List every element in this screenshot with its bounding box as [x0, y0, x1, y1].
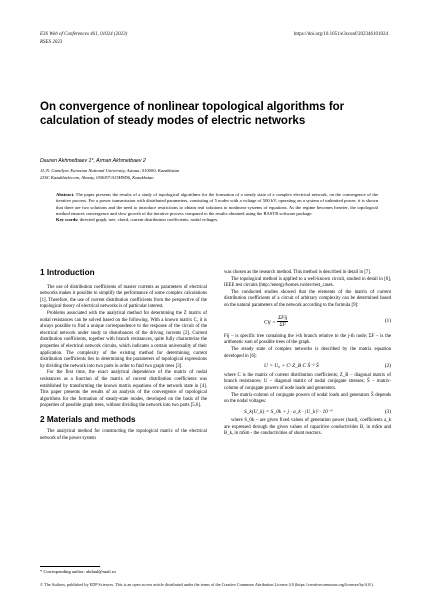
method-paragraph-2: The topological method is applied to a well-known circuit, studied in detail in [8], IEEE test circuits (http://energy/homes.ru/dev/test_cases.	[224, 276, 391, 289]
doi-link[interactable]: https://doi.org/10.1051/e3sconf/202346101024	[293, 32, 388, 37]
intro-paragraph-2: Problems associated with the analytical method for determining the Z matrix of nodal resistances can be solved based on the following. With a known matrix C, it is always possible to find a unique correspondence to the response of the circuit of the electrical network under study to disturbances of the driving currents [2]. Current distribution coefficients, together with branch resistances, quite fully characterize the properties of electrical network circuits, which indicates a certain universality of their application. The complexity of the existing method for determining current distribution coefficients lies in determining the parameters of topological expressions by dividing the network into two parts in order to find two graph trees [3].	[40, 310, 207, 369]
author-list: Dauren Akhmetbaev 1*, Arman Akhmetbaev 2	[40, 158, 146, 164]
corresponding-author-footnote: * Corresponding author: ahdaul@mail.ru	[40, 569, 116, 574]
eq3-number: (3)	[384, 408, 391, 415]
eq2-body: U = U₀ + Cᵗ Z_B C Ŝ⁻¹ Ŝ	[264, 363, 319, 370]
eq1-fraction	[277, 315, 289, 329]
eq1-denominator: ΣF	[279, 322, 286, 329]
intro-paragraph-1: The use of distribution coefficients of master currents as parameters of electrical networks makes it possible to simplify the performance of some complex calculations [1]. Therefore, the use of current distribution coefficients from the perspective of the topological theory of electrical networks is of particular interest.	[40, 284, 207, 310]
method-paragraph-7: The matrix-column of conjugate powers of nodal loads and generators Ŝ depends on the nodal voltages:	[224, 392, 391, 405]
paper-title: On convergence of nonlinear topological algorithms for calculation of steady modes of electric networks	[40, 101, 345, 127]
copyright-notice: © The Authors, published by EDP Sciences. This is an open access article distributed under the terms of the Creative Commons Attribution License 4.0 (https://creativecommons.org/licenses/by/4.0/).	[40, 582, 374, 587]
keywords-label: Key words:	[56, 217, 79, 223]
journal-header: E3S Web of Conferences 461, 01024 (2023)	[40, 32, 128, 37]
eq3-body: S_k(U_k) = S_0k + j · a_k · |U_k|² · 10⁻³	[244, 408, 333, 415]
left-column	[40, 270, 207, 443]
materials-paragraph-1: The analytical method for constructing the topological matrix of the electrical network of the power system	[40, 429, 207, 442]
right-column	[224, 270, 391, 438]
intro-heading: 1 Introduction	[40, 268, 95, 277]
abstract-text: The paper presents the results of a study of topological algorithms for the formation of a steady state of a complex electrical network, on the convergence of the iterative process. For a power transmission with distributed parameters, consisting of 5 nodes with a voltage of 500 kV, operating on a system of unlimited power, it is shown that there are two solutions and the need to introduce restrictions to obtain real solutions to nonlinear systems of equations. As the regime becomes heavier, the topological method ensures convergence and slow growth of the iterative process compared to the results obtained using the RASTR software package.	[56, 192, 379, 216]
materials-heading: 2 Materials and methods	[40, 414, 136, 424]
eq1-numerator: ΣFij	[277, 314, 288, 321]
abstract-label: Abstract.	[56, 192, 75, 197]
footnote-rule	[40, 566, 100, 567]
method-paragraph-5: The steady state of complex networks is described by the matrix equation developed in [6]:	[224, 346, 391, 359]
eq2-number: (2)	[384, 363, 391, 370]
equation-2	[224, 363, 391, 370]
method-paragraph-1: was chosen as the research method. This method is described in detail in [7].	[224, 270, 372, 275]
keywords-text: directed graph, tree, chord, current distribution coefficients, nodal voltages.	[79, 217, 219, 223]
method-paragraph-8: where S_0k – are given fixed values of generation power (load), coefficients a_k are expressed through the given values of capacitive conductivities B, in mSm and B_k, in mSm - the conductivities of shunt reactors.	[224, 418, 391, 437]
intro-paragraph-3: For the first time, the exact analytical dependence of the matrix of nodal resistances as a function of the matrix of current distribution coefficients was established by transforming the known matrix equations of the network state in [4]. This paper presents the results of an analysis of the convergence of topological algorithms for the formation of steady-state modes, developed on the basis of the properties of possible graph trees, without dividing the network into two parts [5,6].	[40, 370, 207, 409]
eq1-lhs: Cij =	[264, 318, 276, 325]
method-paragraph-6: where C is the matrix of current distribution coefficients; Z_B – diagonal matrix of branch resistances; U – diagonal matrix of nodal conjugate stresses; Ŝ – matrix-column of conjugate powers of node loads and generators.	[224, 372, 391, 391]
equation-1	[224, 315, 391, 329]
affiliation-2: 2JSC Kazakhtelecom, Almaty, 050057/A15H9D6, Kazakhstan	[40, 175, 154, 180]
method-paragraph-4: Fij – is specific tree containing the i-th branch relative to the j-th node; ΣF – is the arithmetic sum of possible trees of the graph.	[224, 333, 391, 346]
method-paragraph-3: The conducted studies showed that the elements of the matrix of current distribution coefficients of a circuit of arbitrary complexity can be determined based on the natural parameters of the network according to the formula [9]:	[224, 289, 391, 308]
abstract	[56, 192, 378, 223]
conference-label: RSES 2023	[40, 40, 63, 45]
affiliation-1: 1L.N. Gumilyov Eurasian National University, Astana, 010000, Kazakhstan	[40, 168, 180, 173]
equation-3	[224, 409, 391, 416]
eq1-number: (1)	[384, 318, 391, 325]
